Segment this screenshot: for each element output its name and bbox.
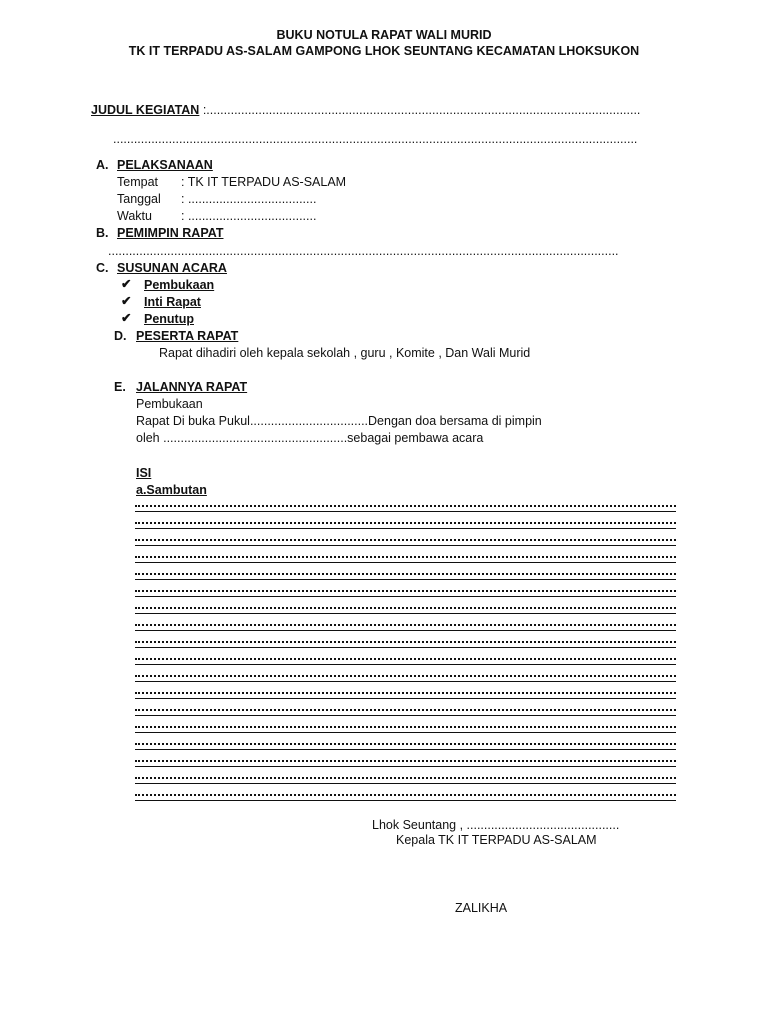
agenda-item-inti-rapat: Inti Rapat [144,295,201,309]
section-c-letter: C. [96,261,109,275]
sambutan-fill-line [135,505,676,512]
sambutan-fill-line [135,692,676,699]
isi-sambutan-heading: a.Sambutan [136,483,207,497]
judul-kegiatan-line [91,102,640,118]
sambutan-fill-line [135,658,676,665]
sambutan-fill-line [135,743,676,750]
pemimpin-rapat-line: ................................................................................................................................................... [108,244,619,258]
section-b-heading: PEMIMPIN RAPAT [117,226,224,240]
judul-kegiatan-label: JUDUL KEGIATAN [91,103,200,117]
sambutan-fill-line [135,641,676,648]
sambutan-fill-line [135,760,676,767]
waktu-label: Waktu [117,209,152,223]
check-icon: ✔ [121,294,132,308]
section-e-heading: JALANNYA RAPAT [136,380,248,394]
jalannya-line-3: oleh .....................................................sebagai pembawa acara [136,431,484,445]
sambutan-fill-line [135,522,676,529]
sambutan-fill-line [135,539,676,546]
sambutan-fill-line [135,777,676,784]
section-d-heading: PESERTA RAPAT [136,329,239,343]
sambutan-fill-line [135,709,676,716]
sambutan-fill-line [135,624,676,631]
section-b-letter: B. [96,226,109,240]
judul-kegiatan-dots: :............................................................................................................................. [199,103,641,117]
signatory-position: Kepala TK IT TERPADU AS-SALAM [396,833,597,847]
jalannya-line-1: Pembukaan [136,397,203,411]
sambutan-fill-line [135,675,676,682]
check-icon: ✔ [121,311,132,325]
section-d-letter: D. [114,329,127,343]
sambutan-fill-line [135,590,676,597]
tempat-value: : TK IT TERPADU AS-SALAM [181,175,347,189]
sambutan-fill-line [135,556,676,563]
sambutan-fill-line [135,794,676,801]
jalannya-line-2: Rapat Di buka Pukul..................................Dengan doa bersama di pimpin [136,414,542,428]
tempat-label: Tempat [117,175,158,189]
sambutan-fill-line [135,607,676,614]
tanggal-value: : ..................................... [181,192,317,206]
tanggal-label: Tanggal [117,192,161,206]
section-c-heading: SUSUNAN ACARA [117,261,227,275]
sambutan-fill-line [135,573,676,580]
waktu-value: : ..................................... [181,209,317,223]
signatory-name: ZALIKHA [455,901,508,915]
section-a-letter: A. [96,158,109,172]
agenda-item-penutup: Penutup [144,312,194,326]
section-a-heading: PELAKSANAAN [117,158,213,172]
agenda-item-pembukaan: Pembukaan [144,278,215,292]
place-date-line: Lhok Seuntang , ............................................ [372,818,620,832]
judul-kegiatan-line-2: ....................................................................................................................................................... [113,132,638,146]
document-title: BUKU NOTULA RAPAT WALI MURID [276,28,492,42]
check-icon: ✔ [121,277,132,291]
sambutan-fill-line [135,726,676,733]
section-e-letter: E. [114,380,126,394]
isi-heading: ISI [136,466,152,480]
document-subtitle: TK IT TERPADU AS-SALAM GAMPONG LHOK SEUNTANG KECAMATAN LHOKSUKON [128,44,640,58]
peserta-rapat-text: Rapat dihadiri oleh kepala sekolah , guru , Komite , Dan Wali Murid [159,346,531,360]
